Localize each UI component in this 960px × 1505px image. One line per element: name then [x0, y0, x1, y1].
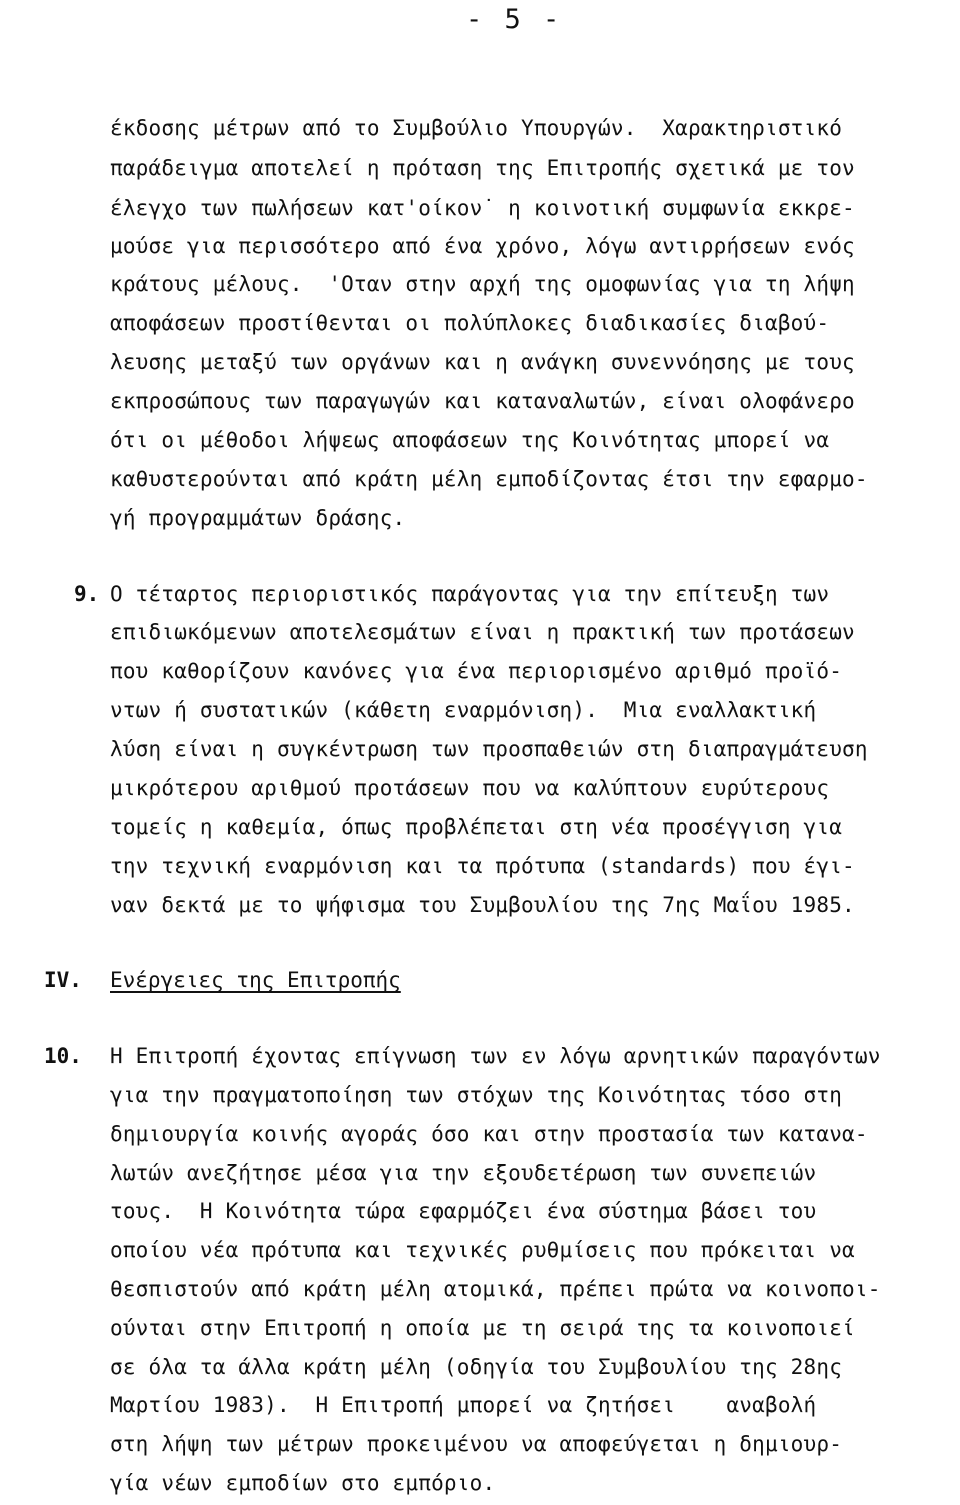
paragraph-number: 9.	[74, 582, 100, 606]
paragraph-line: που καθορίζουν κανόνες για ένα περιορισμένο αριθμό προϊό-	[110, 659, 843, 683]
paragraph-line: τομείς η καθεμία, όπως προβλέπεται στη νέα προσέγγιση για	[110, 815, 843, 839]
paragraph-line: εκπροσώπους των παραγωγών και καταναλωτών, είναι ολοφάνερο	[110, 389, 855, 413]
paragraph-line: γή προγραμμάτων δράσης.	[110, 506, 406, 530]
paragraph-line: Η Επιτροπή έχοντας επίγνωση των εν λόγω αρνητικών παραγόντων	[110, 1044, 881, 1068]
paragraph-line: κράτους μέλους. 'Οταν στην αρχή της ομοφωνίας για τη λήψη	[110, 272, 855, 296]
paragraph-number: 10.	[44, 1044, 82, 1068]
page-number: - 5 -	[466, 4, 563, 35]
paragraph-line: θεσπιστούν από κράτη μέλη ατομικά, πρέπει πρώτα να κοινοποι-	[110, 1277, 881, 1301]
paragraph-line: τους. Η Κοινότητα τώρα εφαρμόζει ένα σύστημα βάσει του	[110, 1199, 817, 1223]
paragraph-line: σε όλα τα άλλα κράτη μέλη (οδηγία του Συμβουλίου της 28ης	[110, 1355, 843, 1379]
paragraph-line: την τεχνική εναρμόνιση και τα πρότυπα (standards) που έγι-	[110, 854, 855, 878]
paragraph-line: παράδειγμα αποτελεί η πρόταση της Επιτροπής σχετικά με τον	[110, 156, 855, 180]
paragraph-line: στη λήψη των μέτρων προκειμένου να αποφεύγεται η δημιουρ-	[110, 1432, 843, 1456]
paragraph-line: μικρότερου αριθμού προτάσεων που να καλύπτουν ευρύτερους	[110, 776, 830, 800]
paragraph-line: γία νέων εμποδίων στο εμπόριο.	[110, 1471, 496, 1495]
paragraph-line: λωτών ανεζήτησε μέσα για την εξουδετέρωση των συνεπειών	[110, 1161, 817, 1185]
section-number: IV.	[44, 968, 82, 992]
paragraph-line: ούνται στην Επιτροπή η οποία με τη σειρά της τα κοινοποιεί	[110, 1316, 855, 1340]
paragraph-line: οποίου νέα πρότυπα και τεχνικές ρυθμίσεις που πρόκειται να	[110, 1238, 855, 1262]
paragraph-line: επιδιωκόμενων αποτελεσμάτων είναι η πρακτική των προτάσεων	[110, 620, 855, 644]
paragraph-line: ναν δεκτά με το ψήφισμα του Συμβουλίου της 7ης Μαΐου 1985.	[110, 893, 855, 917]
paragraph-line: για την πραγματοποίηση των στόχων της Κοινότητας τόσο στη	[110, 1083, 843, 1107]
paragraph-line: ότι οι μέθοδοι λήψεως αποφάσεων της Κοινότητας μπορεί να	[110, 428, 830, 452]
paragraph-line: Ο τέταρτος περιοριστικός παράγοντας για την επίτευξη των	[110, 582, 830, 606]
paragraph-line: λευσης μεταξύ των οργάνων και η ανάγκη συνεννόησης με τους	[110, 350, 855, 374]
paragraph-line: έλεγχο των πωλήσεων κατ'οίκον˙ η κοινοτική συμφωνία εκκρε-	[110, 196, 855, 220]
paragraph-line: μούσε για περισσότερο από ένα χρόνο, λόγω αντιρρήσεων ενός	[110, 234, 855, 258]
paragraph-line: έκδοσης μέτρων από το Συμβούλιο Υπουργών. Χαρακτηριστικό	[110, 116, 843, 140]
paragraph-line: ντων ή συστατικών (κάθετη εναρμόνιση). Μια εναλλακτική	[110, 698, 817, 722]
paragraph-line: Μαρτίου 1983). Η Επιτροπή μπορεί να ζητήσει αναβολή	[110, 1393, 817, 1417]
section-title: Ενέργειες της Επιτροπής	[110, 968, 401, 992]
paragraph-line: αποφάσεων προστίθενται οι πολύπλοκες διαδικασίες διαβού-	[110, 311, 830, 335]
paragraph-line: δημιουργία κοινής αγοράς όσο και στην προστασία των κατανα-	[110, 1122, 868, 1146]
paragraph-line: καθυστερούνται από κράτη μέλη εμποδίζοντας έτσι την εφαρμο-	[110, 467, 868, 491]
paragraph-line: λύση είναι η συγκέντρωση των προσπαθειών στη διαπραγμάτευση	[110, 737, 868, 761]
